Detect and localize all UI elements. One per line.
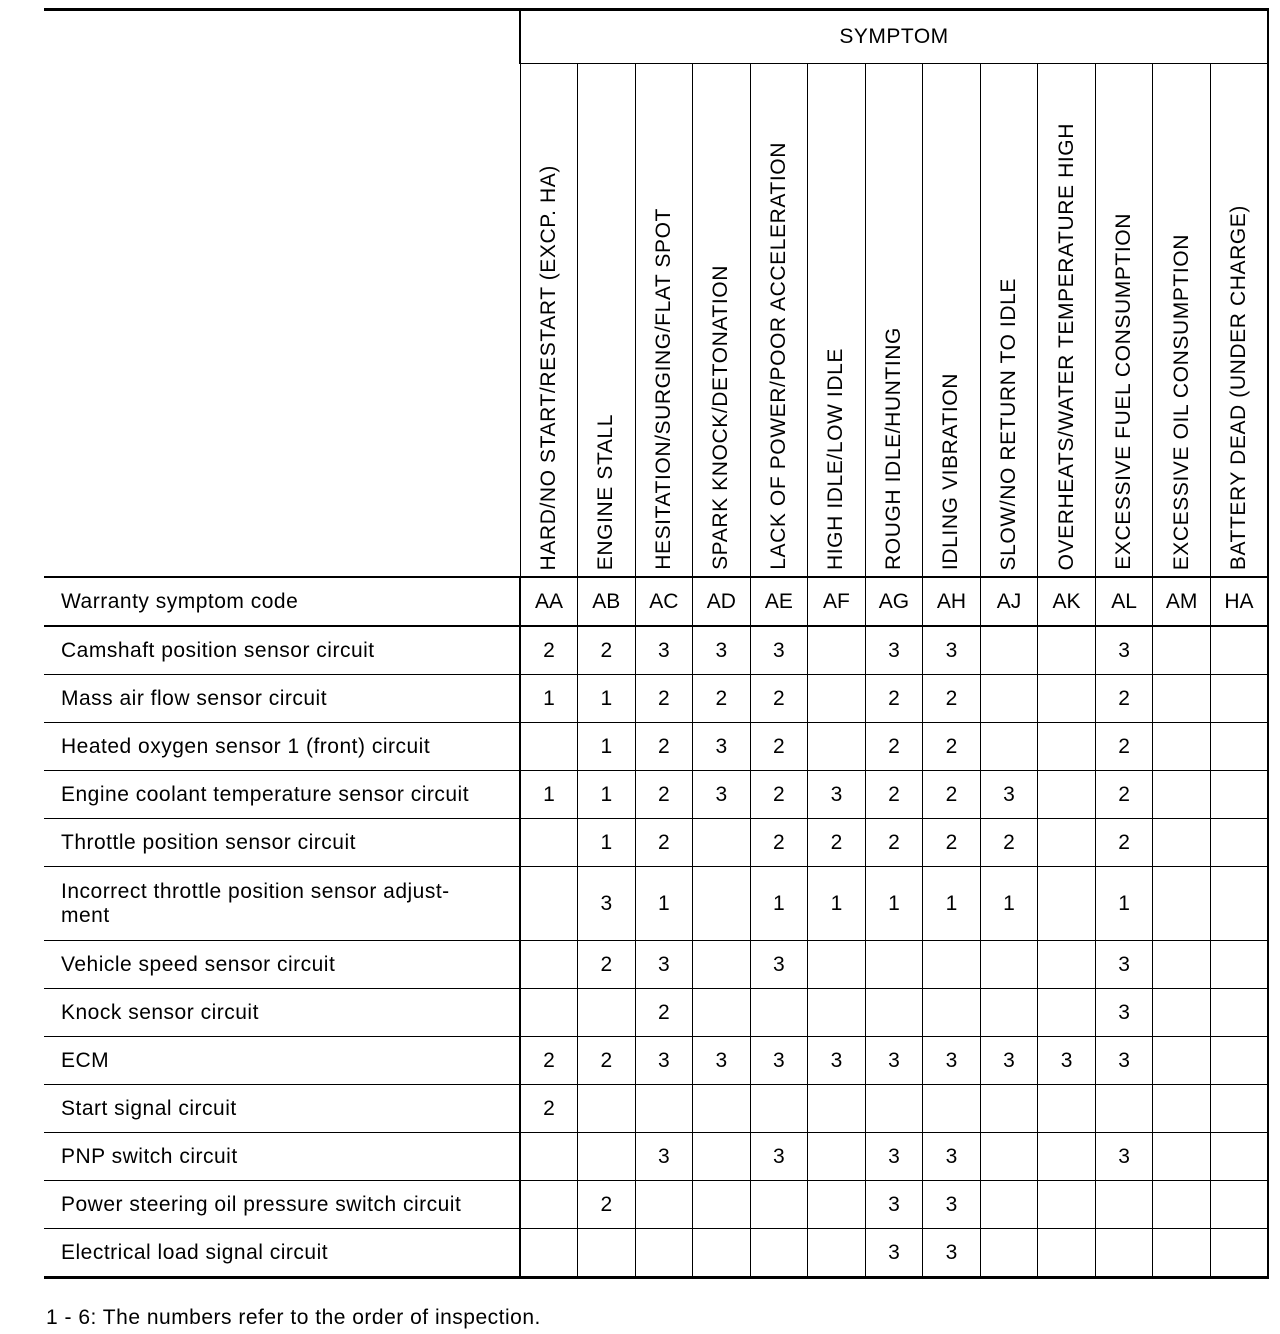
table-cell: 3 [980,771,1038,819]
row-label: Start signal circuit [44,1085,520,1133]
code-cell: AG [865,577,923,626]
table-cell [520,867,578,941]
table-cell: 2 [750,771,808,819]
table-cell: 3 [865,1037,923,1085]
header-corner [44,10,520,578]
table-cell: 3 [923,626,981,675]
table-cell [1038,723,1096,771]
table-cell [693,1085,751,1133]
table-cell: 2 [520,1085,578,1133]
table-cell: 3 [1095,941,1153,989]
symptom-header-label: HESITATION/SURGING/FLAT SPOT [651,208,675,570]
table-cell: 3 [1095,989,1153,1037]
symptom-header [1038,64,1096,578]
code-cell: HA [1210,577,1268,626]
row-label-line: Incorrect throttle position sensor adjust- [61,879,450,903]
table-cell [750,989,808,1037]
table-cell: 2 [750,675,808,723]
table-cell [578,1085,636,1133]
code-cell: AK [1038,577,1096,626]
table-cell [693,819,751,867]
table-cell: 2 [923,771,981,819]
row-label: Heated oxygen sensor 1 (front) circuit [44,723,520,771]
table-cell: 3 [635,626,693,675]
table-cell [980,626,1038,675]
table-cell: 3 [1038,1037,1096,1085]
table-cell [1095,1085,1153,1133]
table-cell: 2 [1095,819,1153,867]
table-cell: 3 [865,1229,923,1278]
table-cell [1210,867,1268,941]
table-cell: 2 [750,723,808,771]
table-cell: 3 [923,1181,981,1229]
table-cell [1153,723,1211,771]
symptom-header [1153,64,1211,578]
table-cell: 3 [693,626,751,675]
row-label-line: ment [61,903,110,927]
table-cell: 2 [923,675,981,723]
table-cell [750,1229,808,1278]
table-cell [980,989,1038,1037]
table-cell [1210,771,1268,819]
table-row [44,989,1268,1037]
table-cell [1038,989,1096,1037]
table-cell: 2 [635,675,693,723]
table-cell [923,1085,981,1133]
symptom-header [980,64,1038,578]
table-cell [1153,989,1211,1037]
table-cell [980,941,1038,989]
table-cell: 2 [923,723,981,771]
table-cell: 2 [578,1181,636,1229]
table-cell: 1 [578,771,636,819]
table-cell [980,675,1038,723]
row-label: Power steering oil pressure switch circuit [44,1181,520,1229]
symptom-header [578,64,636,578]
table-cell [520,989,578,1037]
table-cell: 3 [923,1037,981,1085]
table-cell: 1 [578,819,636,867]
table-cell [520,1229,578,1278]
table-cell [693,1181,751,1229]
table-cell: 3 [865,1133,923,1181]
code-cell: AD [693,577,751,626]
table-cell [635,1085,693,1133]
table-cell [1153,941,1211,989]
table-cell [808,1181,866,1229]
table-cell [693,867,751,941]
table-cell: 3 [750,626,808,675]
table-cell: 2 [635,723,693,771]
table-cell: 3 [635,1133,693,1181]
table-cell: 3 [693,723,751,771]
table-cell [980,1181,1038,1229]
table-cell: 1 [578,675,636,723]
table-row [44,1085,1268,1133]
table-cell: 2 [635,989,693,1037]
table-cell [808,675,866,723]
table-cell [808,1133,866,1181]
table-cell: 2 [520,626,578,675]
table-cell: 3 [808,1037,866,1085]
table-cell [1038,675,1096,723]
table-cell: 2 [865,819,923,867]
table-cell [1210,941,1268,989]
table-cell [1210,1037,1268,1085]
table-cell: 1 [520,771,578,819]
table-cell [923,941,981,989]
symptom-header [750,64,808,578]
table-cell [1153,626,1211,675]
table-cell [693,1133,751,1181]
table-cell [808,723,866,771]
symptom-header-label: EXCESSIVE FUEL CONSUMPTION [1112,213,1136,570]
table-cell: 2 [578,941,636,989]
table-cell [520,723,578,771]
table-cell [750,1085,808,1133]
table-cell: 3 [923,1229,981,1278]
row-label: Warranty symptom code [44,577,520,626]
table-cell: 1 [520,675,578,723]
table-cell [1153,771,1211,819]
table-cell: 2 [865,723,923,771]
table-cell: 1 [1095,867,1153,941]
table-cell: 3 [865,1181,923,1229]
table-cell [1210,1229,1268,1278]
symptom-header-label: EXCESSIVE OIL CONSUMPTION [1169,233,1193,570]
symptom-header [635,64,693,578]
code-cell: AL [1095,577,1153,626]
table-cell: 2 [520,1037,578,1085]
table-cell: 2 [635,771,693,819]
code-cell: AM [1153,577,1211,626]
footnote: 1 - 6: The numbers refer to the order of inspection. [46,1306,541,1329]
table-cell [1153,1133,1211,1181]
row-label: PNP switch circuit [44,1133,520,1181]
table-cell: 3 [693,1037,751,1085]
symptom-group-title: SYMPTOM [520,10,1268,64]
table-cell [865,989,923,1037]
table-cell: 3 [635,1037,693,1085]
table-cell: 1 [923,867,981,941]
table-cell [980,723,1038,771]
table-row [44,819,1268,867]
table-cell [1038,941,1096,989]
table-cell [980,1085,1038,1133]
table-cell: 2 [750,819,808,867]
warranty-code-row [44,577,1268,626]
table-cell [635,1229,693,1278]
table-cell: 1 [808,867,866,941]
code-cell: AE [750,577,808,626]
table-row [44,675,1268,723]
table-row [44,867,1268,941]
table-cell: 2 [1095,723,1153,771]
table-cell [865,941,923,989]
symptom-header [693,64,751,578]
code-cell: AH [923,577,981,626]
table-cell [980,1229,1038,1278]
table-cell: 2 [1095,675,1153,723]
table-cell [1038,626,1096,675]
table-cell [635,1181,693,1229]
symptom-header [865,64,923,578]
table-cell [1038,1229,1096,1278]
table-cell: 3 [1095,626,1153,675]
table-cell [578,1229,636,1278]
row-label: Engine coolant temperature sensor circuit [44,771,520,819]
table-cell: 3 [923,1133,981,1181]
code-cell: AA [520,577,578,626]
row-label: Mass air flow sensor circuit [44,675,520,723]
table-cell [520,941,578,989]
table-cell [1210,989,1268,1037]
table-cell: 1 [578,723,636,771]
table-cell [1210,723,1268,771]
table-cell [1153,867,1211,941]
row-label: Throttle position sensor circuit [44,819,520,867]
table-cell: 3 [1095,1133,1153,1181]
table-cell: 2 [578,1037,636,1085]
symptom-header-label: ROUGH IDLE/HUNTING [881,327,905,570]
table-cell: 3 [635,941,693,989]
table-cell: 2 [693,675,751,723]
table-cell [1153,1037,1211,1085]
table-cell [1095,1181,1153,1229]
table-cell: 3 [980,1037,1038,1085]
table-cell [808,1229,866,1278]
symptom-matrix [44,8,1268,1279]
row-label: Camshaft position sensor circuit [44,626,520,675]
table-cell [1210,1181,1268,1229]
row-label: ECM [44,1037,520,1085]
table-cell: 3 [1095,1037,1153,1085]
table-cell: 3 [750,941,808,989]
table-cell [1153,1085,1211,1133]
table-cell: 2 [865,675,923,723]
table-cell [1095,1229,1153,1278]
symptom-header [808,64,866,578]
table-cell [520,1181,578,1229]
table-cell: 3 [865,626,923,675]
code-cell: AC [635,577,693,626]
symptom-header-label: SLOW/NO RETURN TO IDLE [997,277,1021,570]
table-row [44,941,1268,989]
table-row [44,1037,1268,1085]
symptom-table [44,8,1269,1279]
table-cell [1210,626,1268,675]
symptom-header-label: OVERHEATS/WATER TEMPERATURE HIGH [1054,122,1078,570]
table-cell: 2 [923,819,981,867]
table-row [44,1229,1268,1278]
table-cell: 1 [865,867,923,941]
symptom-header [1210,64,1268,578]
row-label: Electrical load signal circuit [44,1229,520,1278]
table-cell [693,1229,751,1278]
table-cell [520,1133,578,1181]
table-cell [693,989,751,1037]
table-cell [693,941,751,989]
symptom-header-label: ENGINE STALL [594,413,618,570]
table-cell [1210,1133,1268,1181]
table-cell: 1 [635,867,693,941]
table-cell: 2 [980,819,1038,867]
table-cell: 3 [750,1133,808,1181]
table-cell [520,819,578,867]
symptom-header-label: IDLING VIBRATION [939,372,963,570]
table-cell: 3 [808,771,866,819]
code-cell: AF [808,577,866,626]
table-cell [1038,771,1096,819]
table-cell: 2 [578,626,636,675]
table-cell [1153,819,1211,867]
table-cell [1038,1181,1096,1229]
table-row [44,723,1268,771]
table-cell: 3 [693,771,751,819]
table-cell [808,1085,866,1133]
table-row [44,1133,1268,1181]
symptom-header-label: HARD/NO START/RESTART (EXCP. HA) [536,164,560,570]
table-cell: 3 [750,1037,808,1085]
table-cell [1210,1085,1268,1133]
table-cell [1038,819,1096,867]
table-cell [1038,867,1096,941]
table-row [44,771,1268,819]
row-label: Knock sensor circuit [44,989,520,1037]
code-cell: AB [578,577,636,626]
table-cell [808,941,866,989]
table-cell [578,989,636,1037]
table-cell [750,1181,808,1229]
table-cell: 2 [635,819,693,867]
table-cell: 2 [1095,771,1153,819]
table-cell [1210,675,1268,723]
symptom-header-label: BATTERY DEAD (UNDER CHARGE) [1226,204,1250,570]
table-cell [1153,1229,1211,1278]
table-cell [808,626,866,675]
symptom-header [1095,64,1153,578]
symptom-header [923,64,981,578]
symptom-header-label: SPARK KNOCK/DETONATION [709,265,733,570]
symptom-header-label: LACK OF POWER/POOR ACCELERATION [766,142,790,570]
code-cell: AJ [980,577,1038,626]
table-cell [1038,1085,1096,1133]
table-cell: 2 [808,819,866,867]
table-cell [865,1085,923,1133]
row-label: Vehicle speed sensor circuit [44,941,520,989]
table-cell [578,1133,636,1181]
table-cell: 3 [578,867,636,941]
table-cell [1153,675,1211,723]
table-cell: 1 [980,867,1038,941]
table-row [44,1181,1268,1229]
table-cell: 1 [750,867,808,941]
table-cell [1210,819,1268,867]
table-cell [980,1133,1038,1181]
row-label [44,867,520,941]
table-cell [808,989,866,1037]
table-cell: 2 [865,771,923,819]
table-cell [923,989,981,1037]
symptom-header [520,64,578,578]
table-row [44,626,1268,675]
table-cell [1153,1181,1211,1229]
table-cell [1038,1133,1096,1181]
symptom-header-label: HIGH IDLE/LOW IDLE [824,347,848,570]
